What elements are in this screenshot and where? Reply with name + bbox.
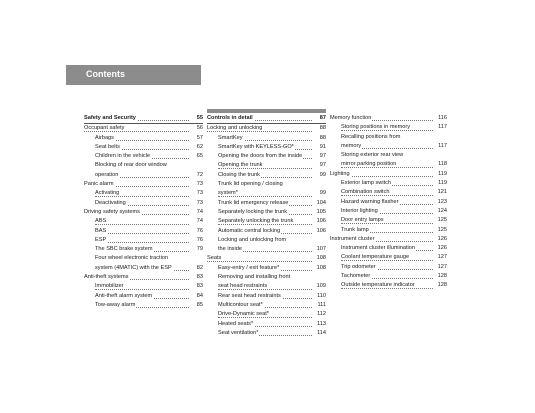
toc-entry-title: Outside temperature indicator [341,282,415,289]
toc-entry[interactable] [207,152,326,161]
toc-section-heading[interactable] [84,114,203,124]
toc-page-number: 97 [313,161,326,170]
toc-page-number: 123 [434,198,447,207]
toc-page-number: 125 [434,226,447,235]
toc-entry-title: Tachometer [341,273,371,280]
toc-entry[interactable] [207,310,326,319]
toc-page-number: 83 [190,273,203,282]
toc-entry-title: Coolant temperature gauge [341,254,410,261]
toc-entry[interactable] [207,320,326,329]
toc-entry[interactable] [84,208,203,217]
toc-entry[interactable] [330,281,447,290]
toc-entry[interactable] [84,143,203,152]
toc-entry-title: Occupant safety [84,125,125,132]
toc-entry[interactable] [84,227,203,236]
toc-page-number: 106 [313,227,326,236]
toc-entry-title: memory [341,142,362,149]
toc-entry[interactable] [84,171,203,180]
toc-page-number: 74 [190,208,203,217]
toc-entry-title: Trunk lamp [341,226,369,233]
toc-entry[interactable] [207,199,326,208]
toc-entry[interactable] [330,198,447,207]
toc-entry[interactable] [207,301,326,310]
toc-page-number: 110 [313,292,326,301]
toc-page-number: 88 [313,134,326,143]
toc-entry-title: Tow-away alarm [95,301,136,308]
toc-page-number: 128 [434,272,447,281]
toc-entry-title: Rear seat head restraints [218,292,281,299]
toc-page-number: 73 [190,189,203,198]
toc-entry[interactable] [84,282,203,291]
toc-page-number: 85 [190,301,203,310]
toc-entry[interactable] [207,208,326,217]
toc-entry-title: Driving safety systems [84,208,140,215]
toc-entry-title: Closing the trunk [218,171,260,178]
toc-entry-title: mirror parking position [341,161,397,168]
toc-entry[interactable] [207,292,326,301]
toc-entry-title: ESP [95,236,107,243]
toc-entry[interactable] [84,273,203,282]
toc-entry-title: Interior lighting [341,207,378,214]
toc-entry[interactable] [207,236,326,245]
toc-entry-title: Drive-Dynamic seat* [218,311,269,318]
toc-column-3 [330,109,447,291]
toc-entry-title: Storing positions in memory [341,124,411,131]
toc-entry-title: Activating [95,190,120,197]
toc-entry[interactable] [84,161,203,170]
toc-entry[interactable] [84,152,203,161]
toc-page-number: 126 [434,244,447,253]
toc-page-number: 124 [434,207,447,216]
contents-header [66,65,201,85]
toc-entry[interactable] [330,179,447,188]
toc-entry-title: Seat ventilation* [218,329,259,336]
toc-section-heading[interactable] [207,114,326,124]
toc-entry[interactable] [84,292,203,301]
toc-entry-title: Anti-theft alarm system [95,292,153,299]
toc-page-number: 126 [434,235,447,244]
toc-entry-title: ABS [95,218,107,225]
toc-entry[interactable] [84,217,203,226]
toc-entry[interactable] [330,123,447,132]
toc-entry[interactable] [207,180,326,189]
page-title: Contents [86,69,125,79]
toc-entry[interactable] [207,143,326,152]
toc-entry-title: Memory function [330,115,372,121]
toc-page-number: 106 [313,217,326,226]
toc-entry[interactable] [84,124,203,133]
toc-entry[interactable] [330,272,447,281]
toc-entry-title: Removing and installing front [218,274,291,281]
toc-entry[interactable] [330,263,447,272]
toc-entry-title: Seats [207,255,222,262]
toc-entry-title: Easy-entry / exit feature* [218,264,280,271]
dot-leader [95,233,189,234]
toc-entry-title: system (4MATIC) with the ESP [95,264,172,271]
dot-leader [95,242,189,243]
toc-entry[interactable] [84,189,203,198]
toc-entry-title: Trunk lid emergency release [218,199,289,206]
toc-entry[interactable] [330,244,447,253]
toc-page-number: 99 [313,189,326,198]
toc-page-number: 119 [434,179,447,188]
toc-entry-title: Trunk lid opening / closing [218,181,283,188]
toc-page-number: 91 [313,143,326,152]
toc-entry[interactable] [84,236,203,245]
toc-page-number: 117 [434,123,447,132]
toc-entry[interactable] [330,114,447,123]
toc-page-number: 105 [313,208,326,217]
toc-entry-title: Recalling positions from [341,133,401,140]
toc-page-number: 82 [190,264,203,273]
toc-entry[interactable] [207,245,326,254]
toc-entry-title: the inside [218,246,242,253]
toc-page-number: 97 [313,152,326,161]
toc-page-number: 99 [313,171,326,180]
toc-entry-title: Trip odometer [341,263,376,270]
toc-entry[interactable] [84,134,203,143]
toc-entry-title: Safety and Security [84,115,136,121]
toc-entry[interactable] [330,142,447,151]
toc-entry[interactable] [207,134,326,143]
toc-page-number: 107 [313,245,326,254]
toc-page-number: 109 [313,282,326,291]
toc-entry[interactable] [84,199,203,208]
toc-page-number: 73 [190,199,203,208]
toc-page-number: 114 [313,329,326,338]
toc-entry-title: Deactivating [95,199,126,206]
dot-leader [95,224,189,225]
toc-entry[interactable] [84,264,203,273]
toc-page-number: 128 [434,281,447,290]
toc-column-1 [84,109,203,310]
toc-page-number: 116 [434,114,447,123]
toc-entry[interactable] [330,207,447,216]
toc-column-2 [207,109,326,338]
toc-entry-title: Blocking of rear door window [95,162,167,169]
toc-page-number: 72 [190,171,203,180]
toc-page-number: 88 [313,124,326,133]
dot-leader [207,261,312,262]
toc-entry-title: Combination switch [341,189,390,196]
toc-page-number: 76 [190,227,203,236]
toc-entry-title: Opening the doors from the inside [218,153,303,160]
toc-entry[interactable] [84,301,203,310]
toc-page-number: 108 [313,264,326,273]
toc-page-number: 104 [313,199,326,208]
toc-page-number: 119 [434,170,447,179]
toc-page-number: 125 [434,216,447,225]
toc-entry[interactable] [330,170,447,179]
toc-entry[interactable] [330,226,447,235]
toc-entry[interactable] [207,171,326,180]
section-marker-bar [207,109,326,113]
toc-entry-title: Separately locking the trunk [218,208,288,215]
toc-page-number: 83 [190,282,203,291]
toc-entry-title: Instrument cluster illumination [341,245,415,252]
toc-entry[interactable] [330,160,447,169]
toc-entry[interactable] [207,254,326,263]
toc-page-number: 87 [313,114,326,123]
toc-entry-title: Automatic central locking [218,227,281,234]
toc-entry[interactable] [207,189,326,198]
toc-entry-title: Multicontour seat* [218,301,263,308]
toc-entry-title: Airbags [95,134,114,141]
toc-entry-title: Panic alarm [84,181,114,188]
toc-page-number: 113 [313,320,326,329]
toc-entry[interactable] [207,329,326,338]
toc-entry-title: Lighting [330,170,350,177]
toc-entry[interactable] [207,227,326,236]
toc-page-number: 84 [190,292,203,301]
toc-entry-title: Exterior lamp switch [341,180,392,187]
toc-entry[interactable] [330,133,447,142]
toc-page-number: 65 [190,152,203,161]
toc-page-number: 127 [434,263,447,272]
toc-page-number: 62 [190,143,203,152]
toc-entry[interactable] [207,161,326,170]
toc-entry[interactable] [330,235,447,244]
toc-entry-title: Four wheel electronic traction [95,255,169,262]
toc-page-number: 55 [190,114,203,123]
toc-page-number: 121 [434,188,447,197]
toc-page-number: 74 [190,217,203,226]
toc-page-number: 111 [313,301,326,310]
toc-entry-title: Hazard warning flasher [341,198,399,205]
toc-entry-title: Separately unlocking the trunk [218,218,294,225]
toc-entry[interactable] [330,216,447,225]
toc-entry-title: Locking and unlocking [207,125,263,132]
toc-entry-title: Locking and unlocking from [218,236,287,243]
toc-entry-title: Seat belts [95,143,120,150]
toc-entry-title: operation [95,171,119,178]
toc-page-number: 57 [190,134,203,143]
toc-entry-title: Instrument cluster [330,235,375,242]
toc-entry-title: SmartKey [218,134,243,141]
toc-entry-title: Immobilizer [95,283,124,290]
toc-entry-title: Storing exterior rear view [341,152,404,159]
toc-entry-title: Controls in detail [207,115,253,121]
toc-entry-title: Anti-theft systems [84,274,129,281]
toc-page-number: 79 [190,245,203,254]
toc-entry[interactable] [84,254,203,263]
toc-entry[interactable] [207,273,326,282]
toc-entry-title: Heated seats* [218,320,254,327]
toc-entry-title: seat head restraints [218,283,268,290]
toc-entry[interactable] [84,180,203,189]
toc-page-number: 73 [190,180,203,189]
toc-entry[interactable] [207,124,326,133]
toc-page-number: 127 [434,253,447,262]
toc-page-number: 112 [313,310,326,319]
toc-page-number: 108 [313,254,326,263]
toc-entry-title: Door entry lamps [341,217,384,224]
toc-page-number: 118 [434,160,447,169]
toc-entry[interactable] [207,217,326,226]
toc-page-number: 76 [190,236,203,245]
toc-entry[interactable] [330,188,447,197]
toc-page-number: 117 [434,142,447,151]
toc-entry-title: The SBC brake system [95,246,153,253]
toc-entry-title: Opening the trunk [218,162,263,169]
toc-entry[interactable] [207,282,326,291]
toc-entry[interactable] [207,264,326,273]
toc-entry[interactable] [330,151,447,160]
toc-entry-title: BAS [95,227,107,234]
toc-entry[interactable] [330,253,447,262]
toc-page-number: 56 [190,124,203,133]
toc-entry-title: SmartKey with KEYLESS-GO* [218,143,294,150]
toc-entry[interactable] [84,245,203,254]
toc-entry-title: system* [218,190,238,197]
toc-entry-title: Children in the vehicle [95,153,151,160]
